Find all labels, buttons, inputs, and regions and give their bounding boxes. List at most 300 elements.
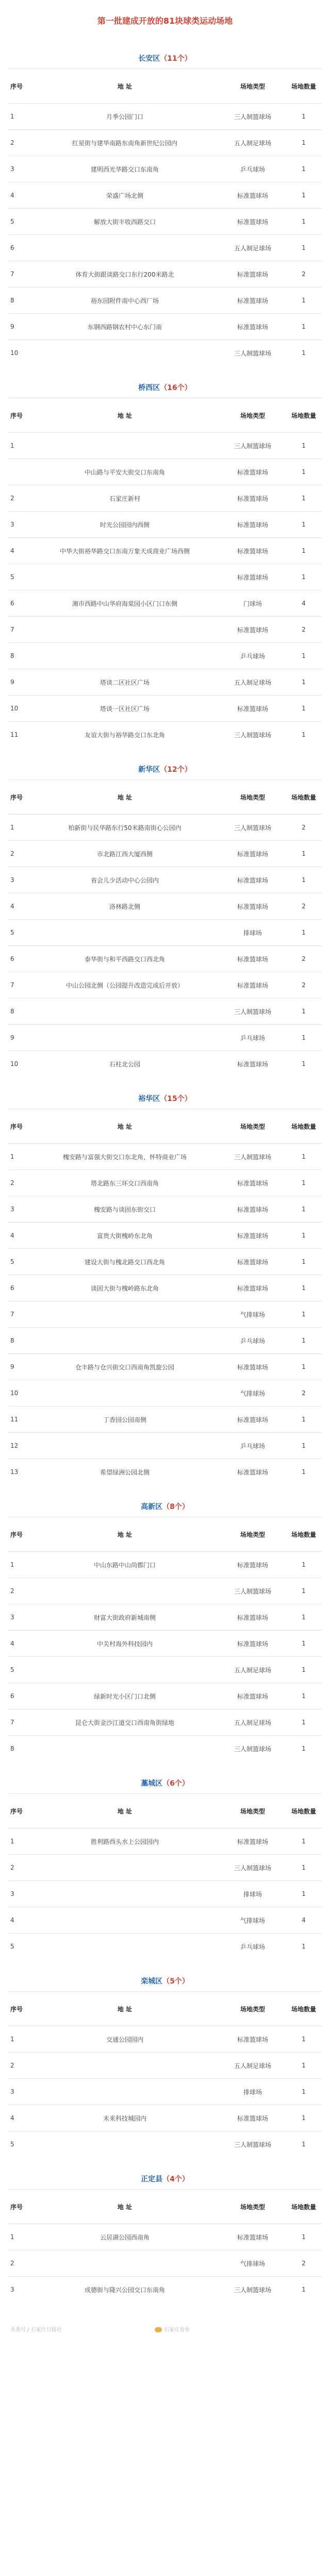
table-row [8,1170,322,1196]
table-row [8,156,322,182]
table-row [8,1459,322,1485]
column-header-no: 序号 [8,1517,30,1552]
row-venue-type: 标准篮球场 [220,209,286,235]
row-venue-type: 标准篮球场 [220,946,286,972]
row-number: 10 [8,1051,30,1077]
row-venue-count: 1 [286,1934,322,1960]
row-venue-count: 1 [286,2026,322,2053]
column-header-addr: 地 址 [30,1109,220,1144]
table-row [8,617,322,643]
row-venue-count: 1 [286,2277,322,2303]
row-number: 3 [8,156,30,182]
row-number: 4 [8,538,30,564]
row-venue-count: 1 [286,156,322,182]
row-venue-count: 1 [286,2053,322,2079]
row-number: 3 [8,1196,30,1223]
row-address [30,1657,220,1683]
row-address: 财富大街政府新城南侧 [30,1604,220,1631]
row-venue-type: 标准篮球场 [220,287,286,314]
column-header-num: 场地数量 [286,69,322,104]
row-venue-count: 1 [286,1301,322,1328]
row-address [30,2053,220,2079]
row-address: 丁香园公园南侧 [30,1406,220,1433]
row-number: 4 [8,182,30,209]
district-name: 长安区 [138,55,160,63]
table-row [8,998,322,1025]
table-row [8,1223,322,1249]
district-table [8,779,322,1077]
row-venue-count: 2 [286,617,322,643]
row-address [30,1025,220,1051]
column-header-num: 场地数量 [286,398,322,433]
table-row [8,1406,322,1433]
row-number: 1 [8,433,30,459]
row-venue-type: 三人制篮球场 [220,340,286,366]
row-venue-type: 乒乓球场 [220,1025,286,1051]
row-venue-type: 乒乓球场 [220,1934,286,1960]
district-count: （11个） [160,55,192,63]
row-number: 3 [8,1881,30,1907]
table-row [8,1380,322,1406]
row-venue-count: 1 [286,1144,322,1170]
column-header-addr: 地 址 [30,780,220,815]
row-number: 1 [8,2224,30,2250]
row-venue-count: 1 [286,998,322,1025]
row-venue-type: 标准篮球场 [220,1051,286,1077]
row-address: 建设大街与槐北路交口西北角 [30,1249,220,1275]
table-row [8,893,322,920]
row-number: 2 [8,2053,30,2079]
row-address [30,433,220,459]
row-number: 8 [8,998,30,1025]
row-venue-count: 1 [286,1855,322,1881]
table-row [8,130,322,156]
row-venue-count: 1 [286,696,322,722]
row-venue-type: 标准篮球场 [220,2224,286,2250]
table-row [8,1196,322,1223]
row-number: 2 [8,841,30,867]
row-address: 建明西光华路交口东南角 [30,156,220,182]
table-row [8,2224,322,2250]
row-number: 7 [8,1709,30,1736]
column-header-addr: 地 址 [30,398,220,433]
row-venue-type: 标准篮球场 [220,867,286,893]
column-header-type: 场地类型 [220,69,286,104]
row-number: 8 [8,643,30,669]
row-number: 4 [8,1907,30,1934]
row-venue-type: 三人制篮球场 [220,722,286,748]
row-venue-type: 乒乓球场 [220,1433,286,1459]
column-header-num: 场地数量 [286,1992,322,2026]
table-row [8,1828,322,1855]
row-address: 泰华街与和平西路交口西北角 [30,946,220,972]
row-venue-type: 标准篮球场 [220,1354,286,1380]
column-header-no: 序号 [8,780,30,815]
row-venue-type: 标准篮球场 [220,972,286,998]
table-row [8,485,322,512]
row-venue-count: 1 [286,130,322,156]
row-number: 5 [8,1657,30,1683]
column-header-type: 场地类型 [220,1517,286,1552]
row-number: 11 [8,1406,30,1433]
table-row [8,1025,322,1051]
row-venue-count: 2 [286,261,322,287]
table-row [8,946,322,972]
row-address [30,2079,220,2105]
row-venue-count: 1 [286,1196,322,1223]
row-venue-count: 1 [286,1051,322,1077]
row-address: 未来科技城园内 [30,2105,220,2131]
table-row [8,972,322,998]
row-venue-type: 三人制篮球场 [220,1736,286,1762]
row-number: 5 [8,920,30,946]
row-number: 4 [8,2105,30,2131]
row-address [30,1328,220,1354]
row-venue-type: 标准篮球场 [220,2026,286,2053]
column-header-no: 序号 [8,398,30,433]
row-venue-type: 五人制足球场 [220,235,286,261]
district-heading [0,1967,330,1991]
row-venue-type: 标准篮球场 [220,538,286,564]
row-venue-count: 1 [286,867,322,893]
row-address: 中山东路中山尚郡门口 [30,1552,220,1578]
row-venue-type: 乒乓球场 [220,1328,286,1354]
row-address: 昆仑大街金沙江道交口西南角街绿地 [30,1709,220,1736]
district-list [0,44,330,2302]
district-table [8,2189,322,2302]
row-address: 月季公园门口 [30,104,220,130]
district-table [8,1517,322,1761]
table-row [8,564,322,590]
district-heading [0,1492,330,1517]
row-address: 绿新时光小区门口北侧 [30,1683,220,1709]
table-row [8,867,322,893]
table-row [8,261,322,287]
row-venue-type: 标准篮球场 [220,1683,286,1709]
column-header-type: 场地类型 [220,780,286,815]
table-header-row [8,1109,322,1144]
table-row [8,1144,322,1170]
row-venue-type: 标准篮球场 [220,512,286,538]
row-venue-type: 三人制篮球场 [220,433,286,459]
row-venue-count: 1 [286,1170,322,1196]
row-address [30,340,220,366]
row-address: 中华大街裕华路交口东南万象天成商业广场西侧 [30,538,220,564]
row-venue-type: 标准篮球场 [220,696,286,722]
table-header-row [8,1517,322,1552]
row-address: 市北路江西大厦西侧 [30,841,220,867]
row-number [8,459,30,485]
row-venue-count: 1 [286,722,322,748]
row-address: 荣盛广场北侧 [30,182,220,209]
row-venue-count: 1 [286,1736,322,1762]
table-row [8,182,322,209]
table-row [8,920,322,946]
row-venue-count: 2 [286,815,322,841]
district-name: 栾城区 [141,1977,163,1986]
column-header-addr: 地 址 [30,1992,220,2026]
row-venue-type: 气排球场 [220,1380,286,1406]
row-number: 5 [8,209,30,235]
district-count: （4个） [162,2175,189,2183]
row-number: 1 [8,1828,30,1855]
row-address: 槐安路与谈固东街交口 [30,1196,220,1223]
column-header-no: 序号 [8,1794,30,1828]
district-table [8,1793,322,1959]
row-number: 4 [8,1631,30,1657]
table-row [8,590,322,617]
row-venue-count: 1 [286,1406,322,1433]
row-address: 解放大街丰收西路交口 [30,209,220,235]
row-address: 中关村海外科技园内 [30,1631,220,1657]
row-venue-type: 五人制足球场 [220,669,286,696]
row-venue-count: 2 [286,1380,322,1406]
row-venue-type: 五人制足球场 [220,130,286,156]
row-address: 体育大街跟谈路交口东行200米路北 [30,261,220,287]
row-venue-count: 1 [286,669,322,696]
column-header-type: 场地类型 [220,398,286,433]
row-address: 槐安路与富强大街交口东北角，怀特商业广场 [30,1144,220,1170]
column-header-no: 序号 [8,69,30,104]
row-venue-type: 标准篮球场 [220,261,286,287]
row-venue-type: 三人制篮球场 [220,1578,286,1604]
row-venue-type: 三人制篮球场 [220,1144,286,1170]
column-header-no: 序号 [8,1109,30,1144]
row-venue-type: 三人制篮球场 [220,2277,286,2303]
row-address: 富贵大街槐岭东北角 [30,1223,220,1249]
row-venue-type: 标准篮球场 [220,1552,286,1578]
row-venue-count: 2 [286,972,322,998]
row-venue-type: 三人制篮球场 [220,815,286,841]
table-row [8,2250,322,2277]
table-header-row [8,780,322,815]
row-number: 2 [8,485,30,512]
row-venue-count: 1 [286,512,322,538]
district-table [8,1109,322,1485]
row-address: 裕东园附件南中心西厂场 [30,287,220,314]
table-row [8,1354,322,1380]
row-number: 1 [8,104,30,130]
district-count: （8个） [162,1503,189,1511]
table-row [8,1934,322,1960]
row-venue-count: 1 [286,235,322,261]
table-row [8,1683,322,1709]
row-venue-count: 4 [286,590,322,617]
row-venue-type: 门球场 [220,590,286,617]
watermark-left: 头条号 / 石家庄日报社 [10,2327,62,2333]
row-venue-type: 标准篮球场 [220,893,286,920]
row-venue-count: 1 [286,920,322,946]
row-address [30,920,220,946]
table-row [8,459,322,485]
column-header-no: 序号 [8,2190,30,2224]
row-address [30,2250,220,2277]
weibo-icon [155,2327,162,2332]
table-row [8,1657,322,1683]
column-header-num: 场地数量 [286,2190,322,2224]
column-header-num: 场地数量 [286,780,322,815]
row-address [30,1301,220,1328]
row-address [30,1736,220,1762]
district-count: （6个） [162,1780,189,1788]
row-venue-type: 标准篮球场 [220,182,286,209]
row-address: 石柱北公园 [30,1051,220,1077]
row-venue-count: 1 [286,1433,322,1459]
row-venue-count: 1 [286,1604,322,1631]
table-row [8,1578,322,1604]
row-number: 2 [8,130,30,156]
table-row [8,2026,322,2053]
row-address [30,1380,220,1406]
row-venue-type: 标准篮球场 [220,1249,286,1275]
row-number: 9 [8,1025,30,1051]
row-address: 交通公园园内 [30,2026,220,2053]
footer [0,2315,330,2346]
row-number: 1 [8,1144,30,1170]
row-address: 云居湖公园西南角 [30,2224,220,2250]
table-row [8,1249,322,1275]
row-venue-count: 1 [286,2079,322,2105]
row-number: 6 [8,1683,30,1709]
district-name: 裕华区 [138,1095,160,1103]
row-address: 成德街与隆兴公园交口东南角 [30,2277,220,2303]
row-venue-type: 五人制足球场 [220,2053,286,2079]
row-venue-type: 标准篮球场 [220,1223,286,1249]
row-venue-type: 标准篮球场 [220,1170,286,1196]
row-number: 6 [8,946,30,972]
row-address: 中山公园北侧（公园提升改造完成后开放） [30,972,220,998]
row-venue-count: 1 [286,485,322,512]
table-row [8,538,322,564]
row-venue-count: 1 [286,1552,322,1578]
row-venue-count: 1 [286,1578,322,1604]
district-name: 高新区 [141,1503,163,1511]
row-address: 湘市西路中山华府海棠园小区门口东侧 [30,590,220,617]
row-venue-count: 1 [286,2131,322,2158]
table-row [8,1631,322,1657]
row-venue-count: 1 [286,433,322,459]
table-row [8,815,322,841]
table-row [8,287,322,314]
row-venue-count: 1 [286,209,322,235]
table-row [8,696,322,722]
row-number: 9 [8,669,30,696]
row-venue-count: 1 [286,1249,322,1275]
row-venue-type: 三人制篮球场 [220,998,286,1025]
row-number: 4 [8,893,30,920]
row-venue-type: 乒乓球场 [220,156,286,182]
row-venue-count: 1 [286,564,322,590]
table-row [8,1604,322,1631]
row-venue-type: 标准篮球场 [220,841,286,867]
row-venue-type: 标准篮球场 [220,617,286,643]
row-venue-count: 4 [286,1907,322,1934]
table-row [8,841,322,867]
row-address: 胜利路西头水上公园园内 [30,1828,220,1855]
row-venue-count: 1 [286,2105,322,2131]
row-address: 塔北路东三环交口西南角 [30,1170,220,1196]
row-number: 5 [8,564,30,590]
row-number: 7 [8,1301,30,1328]
row-address: 柏新街与民华路东行50米路南街心公园内 [30,815,220,841]
row-venue-count: 1 [286,841,322,867]
table-header-row [8,2190,322,2224]
row-venue-count: 2 [286,946,322,972]
row-venue-type: 三人制篮球场 [220,2131,286,2158]
row-venue-count: 1 [286,182,322,209]
row-venue-count: 2 [286,2250,322,2277]
row-number: 3 [8,1604,30,1631]
row-address: 仓丰路与仓兴街交口西南角凯旋公园 [30,1354,220,1380]
table-header-row [8,1992,322,2026]
row-address [30,564,220,590]
table-row [8,1736,322,1762]
row-number: 3 [8,2277,30,2303]
column-header-addr: 地 址 [30,2190,220,2224]
row-number: 10 [8,696,30,722]
row-number: 2 [8,1578,30,1604]
row-address [30,1907,220,1934]
column-header-type: 场地类型 [220,2190,286,2224]
district-count: （12个） [160,766,192,774]
row-venue-type: 标准篮球场 [220,564,286,590]
row-number: 6 [8,1275,30,1301]
row-venue-type: 三人制篮球场 [220,1855,286,1881]
table-row [8,433,322,459]
district-heading [0,1084,330,1109]
column-header-addr: 地 址 [30,69,220,104]
row-venue-count: 1 [286,104,322,130]
row-address [30,235,220,261]
row-venue-count: 1 [286,643,322,669]
row-venue-type: 标准篮球场 [220,1406,286,1433]
row-venue-count: 2 [286,893,322,920]
row-address [30,1855,220,1881]
page-title: 第一批建成开放的81块球类运动场地 [97,16,233,26]
row-address: 谈固大街与槐岭路东北角 [30,1275,220,1301]
column-header-num: 场地数量 [286,1517,322,1552]
table-row [8,2105,322,2131]
row-number: 1 [8,815,30,841]
column-header-type: 场地类型 [220,1109,286,1144]
row-number: 2 [8,2250,30,2277]
row-address: 塔谈二区社区广场 [30,669,220,696]
table-row [8,1328,322,1354]
row-address [30,1881,220,1907]
row-venue-type: 标准篮球场 [220,1275,286,1301]
table-header-row [8,69,322,104]
row-venue-type: 标准篮球场 [220,459,286,485]
table-row [8,1275,322,1301]
table-row [8,1855,322,1881]
district-name: 正定县 [141,2175,163,2183]
row-venue-count: 1 [286,1275,322,1301]
row-venue-count: 1 [286,2224,322,2250]
row-venue-type: 标准篮球场 [220,314,286,340]
row-venue-type: 标准篮球场 [220,1631,286,1657]
district-count: （16个） [160,384,192,392]
row-number: 10 [8,340,30,366]
district-name: 新华区 [138,766,160,774]
table-row [8,1051,322,1077]
row-number: 8 [8,1328,30,1354]
district-name: 桥西区 [138,384,160,392]
row-address [30,1934,220,1960]
column-header-addr: 地 址 [30,1517,220,1552]
row-venue-count: 1 [286,1631,322,1657]
column-header-num: 场地数量 [286,1794,322,1828]
row-number: 12 [8,1433,30,1459]
